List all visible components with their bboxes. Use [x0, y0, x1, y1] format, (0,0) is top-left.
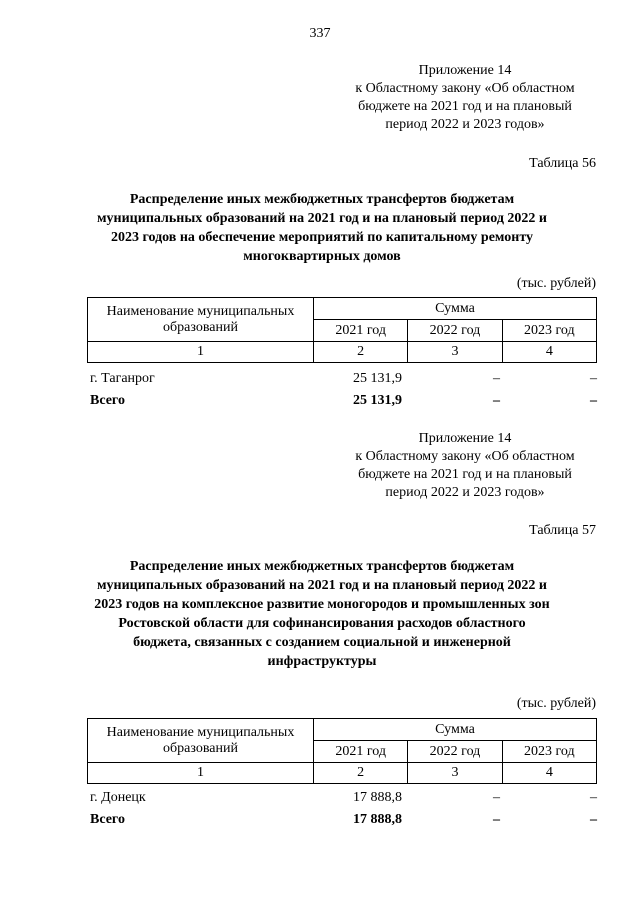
unit-label: (тыс. рублей) [516, 696, 596, 711]
header-sum: Сумма [314, 719, 597, 741]
table-number: Таблица 56 [529, 156, 596, 171]
header-year: 2021 год [314, 741, 408, 763]
table-heading-2 [88, 557, 556, 671]
col-number: 4 [502, 763, 596, 784]
row-name: Всего [90, 812, 125, 827]
heading-line: инфраструктуры [267, 654, 377, 669]
col-number: 2 [314, 763, 408, 784]
appendix-line: период 2022 и 2023 годов» [385, 117, 545, 132]
row-value-2023: – [590, 790, 597, 805]
col-number: 2 [314, 342, 408, 363]
table-header-2 [87, 718, 597, 784]
row-value-2022: – [493, 812, 500, 827]
page-number: 337 [309, 26, 331, 41]
col-number: 3 [408, 342, 502, 363]
appendix-title: Приложение 14 [418, 63, 512, 78]
appendix-note-2 [330, 430, 600, 502]
col-number: 1 [88, 342, 314, 363]
header-year: 2023 год [502, 320, 596, 342]
row-value-2023: – [590, 812, 597, 827]
heading-line: бюджета, связанных с созданием социальной и инженерной [133, 635, 511, 650]
table-row-total [90, 812, 597, 830]
heading-line: 2023 годов на обеспечение мероприятий по капитальному ремонту [110, 230, 534, 245]
header-year: 2022 год [408, 320, 502, 342]
row-name: г. Таганрог [90, 371, 155, 386]
appendix-line: к Областному закону «Об областном [355, 81, 575, 96]
heading-line: муниципальных образований на 2021 год и на плановый период 2022 и [97, 211, 547, 226]
heading-line: Распределение иных межбюджетных трансфертов бюджетам [129, 192, 515, 207]
appendix-line: бюджете на 2021 год и на плановый [358, 99, 572, 114]
header-year: 2023 год [502, 741, 596, 763]
header-sum: Сумма [314, 298, 597, 320]
heading-line: 2023 годов на комплексное развитие моногородов и промышленных зон [94, 597, 550, 612]
appendix-line: бюджете на 2021 год и на плановый [358, 467, 572, 482]
row-value-2021: 25 131,9 [353, 393, 402, 408]
header-year: 2022 год [408, 741, 502, 763]
col-number: 1 [88, 763, 314, 784]
col-number: 3 [408, 763, 502, 784]
table-number: Таблица 57 [529, 523, 596, 538]
table-row [90, 371, 597, 389]
table-heading-1 [88, 190, 556, 266]
table-row-total [90, 393, 597, 411]
header-name-col: Наименование муниципальных образований [88, 298, 314, 342]
header-year: 2021 год [314, 320, 408, 342]
row-value-2021: 17 888,8 [353, 790, 402, 805]
row-value-2022: – [493, 790, 500, 805]
row-value-2023: – [590, 393, 597, 408]
appendix-line: период 2022 и 2023 годов» [385, 485, 545, 500]
appendix-title: Приложение 14 [418, 431, 512, 446]
appendix-line: к Областному закону «Об областном [355, 449, 575, 464]
row-value-2023: – [590, 371, 597, 386]
row-value-2021: 17 888,8 [353, 812, 402, 827]
header-name-col: Наименование муниципальных образований [88, 719, 314, 763]
table-row [90, 790, 597, 808]
row-value-2021: 25 131,9 [353, 371, 402, 386]
table-header-1 [87, 297, 597, 363]
heading-line: Распределение иных межбюджетных трансфертов бюджетам [129, 559, 515, 574]
col-number: 4 [502, 342, 596, 363]
appendix-note-1 [330, 62, 600, 134]
row-value-2022: – [493, 371, 500, 386]
heading-line: муниципальных образований на 2021 год и на плановый период 2022 и [97, 578, 547, 593]
unit-label: (тыс. рублей) [516, 276, 596, 291]
heading-line: многоквартирных домов [243, 249, 401, 264]
row-name: Всего [90, 393, 125, 408]
row-value-2022: – [493, 393, 500, 408]
row-name: г. Донецк [90, 790, 146, 805]
heading-line: Ростовской области для софинансирования расходов областного [118, 616, 526, 631]
